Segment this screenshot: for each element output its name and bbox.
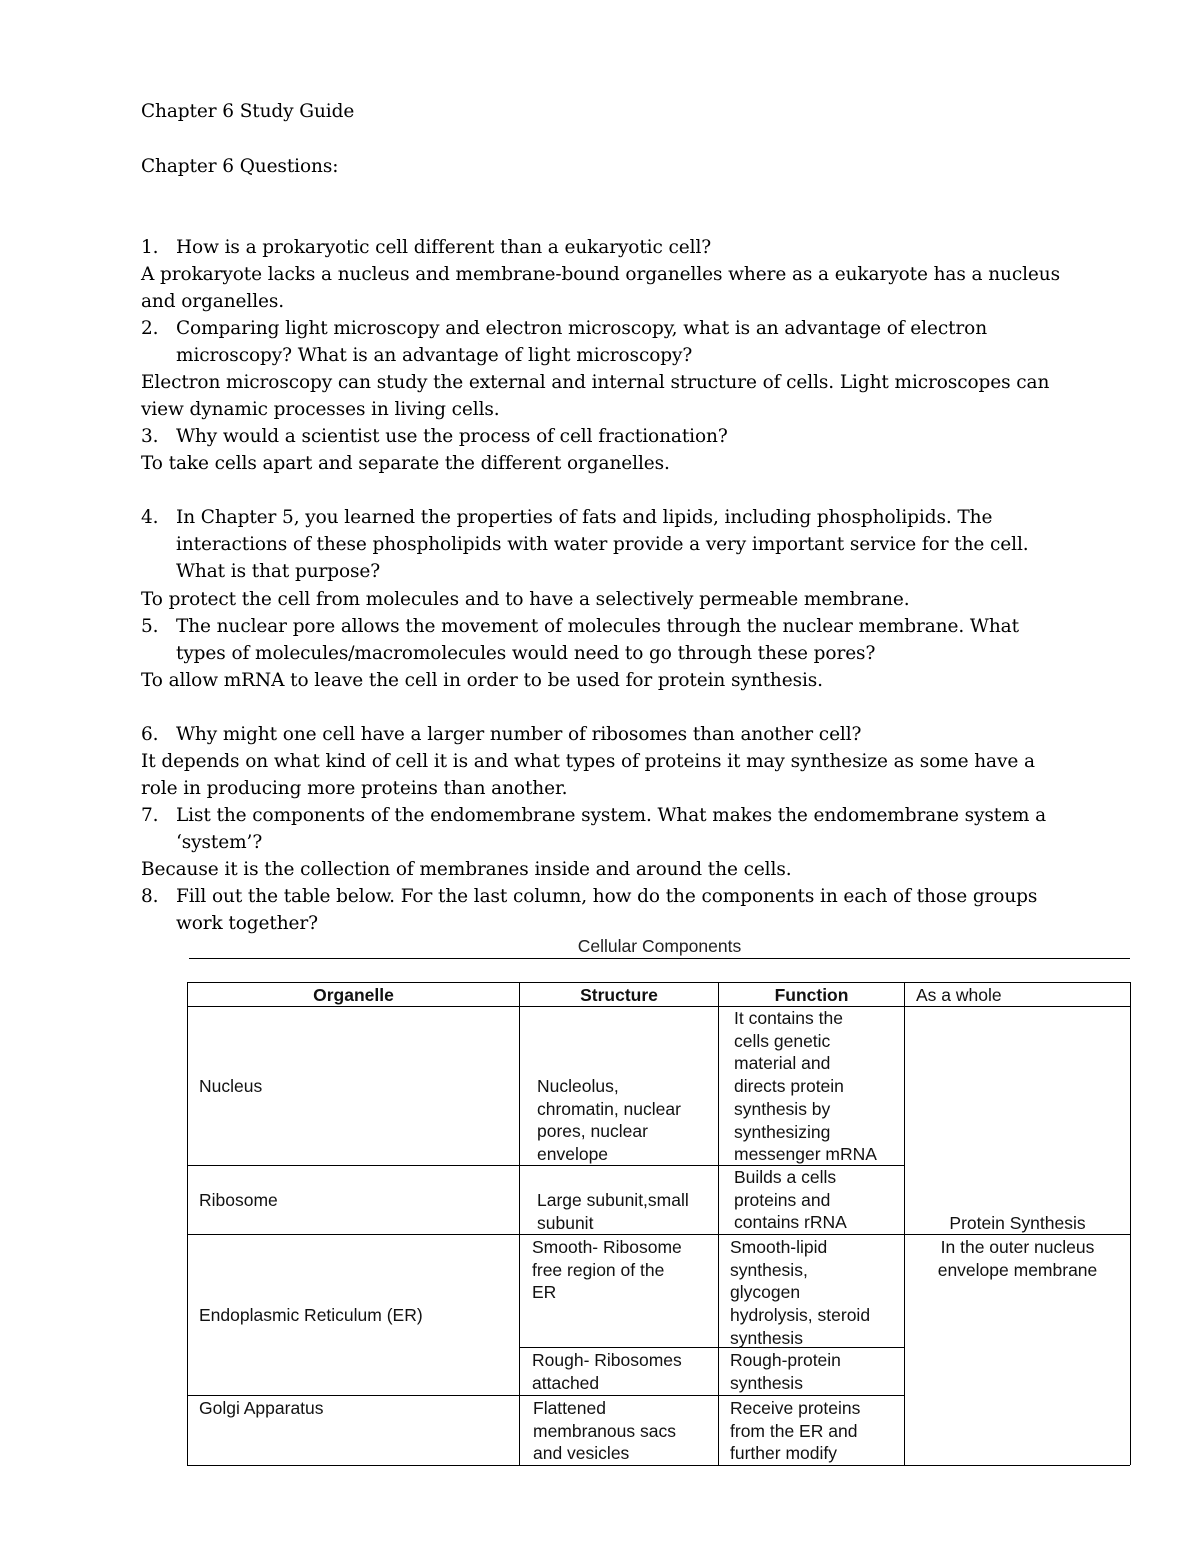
as-a-whole-protein-synthesis: Protein Synthesis (949, 1213, 1086, 1233)
table-border (519, 982, 520, 1465)
answer-text: To take cells apart and separate the different organelles. (141, 453, 670, 474)
table-header-function: Function (774, 985, 849, 1005)
question-text: Comparing light microscopy and electron microscopy, what is an advantage of electron (176, 318, 988, 339)
table-border (187, 982, 188, 1465)
answer-text: Because it is the collection of membranes inside and around the cells. (141, 859, 792, 880)
answer-text: To allow mRNA to leave the cell in order to be used for protein synthesis. (141, 670, 823, 691)
question-number: 5. (141, 616, 159, 637)
function-cell: Builds a cells proteins and contains rRNA (734, 1167, 847, 1233)
answer-text: Electron microscopy can study the external and internal structure of cells. Light microscopes can (141, 372, 1050, 393)
question-text: The nuclear pore allows the movement of molecules through the nuclear membrane. What (176, 616, 1019, 637)
question-text: In Chapter 5, you learned the properties of fats and lipids, including phospholipids. The (176, 507, 993, 528)
table-border (1130, 982, 1131, 1465)
organelle-name: Endoplasmic Reticulum (ER) (199, 1305, 423, 1325)
question-text: What is that purpose? (176, 561, 381, 582)
question-text: Fill out the table below. For the last column, how do the components in each of those groups (176, 886, 1038, 907)
question-text: List the components of the endomembrane system. What makes the endomembrane system a (176, 805, 1047, 826)
organelle-name: Ribosome (199, 1190, 278, 1210)
question-number: 2. (141, 318, 159, 339)
table-border (187, 982, 1130, 983)
question-text: microscopy? What is an advantage of light microscopy? (176, 345, 693, 366)
caption-divider (189, 958, 1130, 959)
question-number: 7. (141, 805, 159, 826)
question-text: types of molecules/macromolecules would need to go through these pores? (176, 643, 876, 664)
as-a-whole-endomembrane: In the outer nucleus envelope membrane (937, 1237, 1098, 1280)
table-header-as-a-whole: As a whole (916, 985, 1002, 1005)
document-title: Chapter 6 Study Guide (141, 101, 355, 122)
question-text: How is a prokaryotic cell different than a eukaryotic cell? (176, 237, 712, 258)
question-number: 3. (141, 426, 159, 447)
function-cell-smooth: Smooth-lipid synthesis, glycogen hydrolysis, steroid synthesis (730, 1237, 871, 1348)
function-cell: It contains the cells genetic material and directs protein synthesis by synthesizing messenger mRNA (734, 1008, 877, 1165)
structure-cell: Flattened membranous sacs and vesicles (533, 1398, 676, 1464)
organelle-name: Nucleus (199, 1076, 263, 1096)
answer-text: role in producing more proteins than another. (141, 778, 568, 799)
structure-cell-smooth: Smooth- Ribosome free region of the ER (532, 1237, 682, 1303)
question-text: Why would a scientist use the process of cell fractionation? (176, 426, 728, 447)
question-number: 1. (141, 237, 159, 258)
table-border (718, 982, 719, 1465)
section-heading: Chapter 6 Questions: (141, 156, 339, 177)
question-number: 4. (141, 507, 159, 528)
answer-text: It depends on what kind of cell it is and what types of proteins it may synthesize as some have a (141, 751, 1035, 772)
function-cell-rough: Rough-protein synthesis (730, 1350, 841, 1393)
answer-text: A prokaryote lacks a nucleus and membrane-bound organelles where as a eukaryote has a nucleus (141, 264, 1060, 285)
answer-text: view dynamic processes in living cells. (141, 399, 500, 420)
organelle-name: Golgi Apparatus (199, 1398, 324, 1418)
structure-cell: Large subunit,small subunit (537, 1190, 689, 1233)
table-header-structure: Structure (580, 985, 658, 1005)
table-border (187, 1465, 1130, 1466)
table-border (187, 1395, 904, 1396)
structure-cell-rough: Rough- Ribosomes attached (532, 1350, 682, 1393)
structure-cell: Nucleolus, chromatin, nuclear pores, nuclear envelope (537, 1076, 681, 1165)
answer-text: and organelles. (141, 291, 285, 312)
question-text: ‘system’? (176, 832, 263, 853)
table-header-organelle: Organelle (313, 985, 394, 1005)
table-caption: Cellular Components (577, 936, 742, 956)
answer-text: To protect the cell from molecules and to have a selectively permeable membrane. (141, 589, 910, 610)
question-text: Why might one cell have a larger number of ribosomes than another cell? (176, 724, 862, 745)
question-text: interactions of these phospholipids with water provide a very important service for the cell. (176, 534, 1029, 555)
function-cell: Receive proteins from the ER and further modify (730, 1398, 861, 1464)
question-text: work together? (176, 913, 318, 934)
question-number: 6. (141, 724, 159, 745)
question-number: 8. (141, 886, 159, 907)
